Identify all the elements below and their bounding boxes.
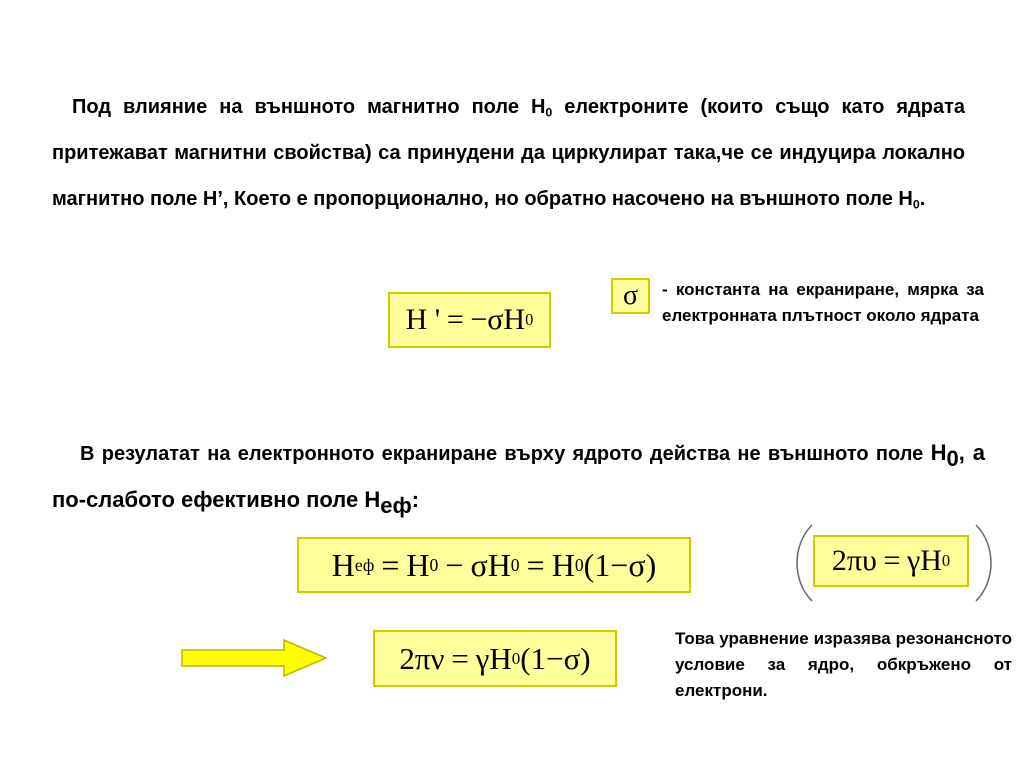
sigma-symbol-box: [611, 278, 650, 314]
effective-field-formula: H еф = H 0 − σH 0 = H 0 (1−σ): [297, 537, 691, 593]
formula3-lhs: 2πυ: [831, 544, 877, 577]
formula4-rhs: γH: [475, 640, 512, 676]
shielding-text-2: Н: [930, 440, 947, 465]
intro-text-1: Под влияние на външното магнитно поле Н: [72, 96, 546, 118]
formula1-equals: =: [446, 303, 464, 336]
intro-subscript-2: 0: [912, 197, 920, 212]
formula2-term3: σH: [470, 546, 511, 583]
intro-subscript-1: 0: [545, 105, 553, 120]
shielding-text-1: В резулатат на електронното екраниране върху ядрото действа не външното поле: [80, 443, 931, 465]
formula2-term1: H: [331, 546, 355, 583]
formula3-equals: =: [883, 544, 901, 577]
shielding-paragraph: [52, 430, 985, 524]
intro-paragraph: [52, 84, 965, 222]
shielding-subscript-2: еф: [380, 493, 412, 519]
formula2-tail: (1−σ): [583, 546, 657, 583]
resonance-formula: 2πν = γH 0 (1−σ): [373, 630, 617, 687]
formula1-rhs: −σH: [470, 303, 526, 336]
shielding-text-3: , а по-слабото ефективно поле Н: [52, 440, 985, 512]
formula2-term2: H: [406, 546, 430, 583]
formula1-lhs: H ': [405, 303, 441, 336]
formula4-equals: =: [451, 640, 469, 676]
right-parenthesis-icon: [972, 523, 998, 603]
formula2-minus: −: [445, 546, 464, 583]
induced-field-formula: H ' = −σH 0: [388, 292, 551, 348]
right-arrow-icon: [180, 638, 330, 678]
formula3-rhs: γH: [906, 544, 942, 577]
shielding-text-4: :: [411, 487, 420, 512]
larmor-formula: 2πυ = γH 0: [813, 535, 969, 587]
formula2-equals-1: =: [381, 546, 400, 583]
resonance-description: Това уравнение изразява резонансното условие за ядро, обкръжено от електрони.: [675, 629, 1012, 700]
formula2-equals-2: =: [526, 546, 545, 583]
formula2-term4: H: [551, 546, 575, 583]
sigma-description: - константа на екраниране, мярка за електронната плътност около ядрата: [662, 280, 984, 325]
shielding-subscript-1: 0: [946, 446, 959, 472]
sigma-symbol: σ: [622, 280, 639, 311]
formula4-lhs: 2πν: [399, 640, 445, 676]
formula4-tail: (1−σ): [520, 640, 591, 676]
intro-text-3: .: [919, 188, 926, 210]
intro-text-2: електроните (които също като ядрата притежават магнитни свойства) са принудени да циркулират така,че се индуцира локално магнитно поле Н’, Което е пропорционално, но обратно насочено на външното поле Н: [52, 96, 965, 210]
